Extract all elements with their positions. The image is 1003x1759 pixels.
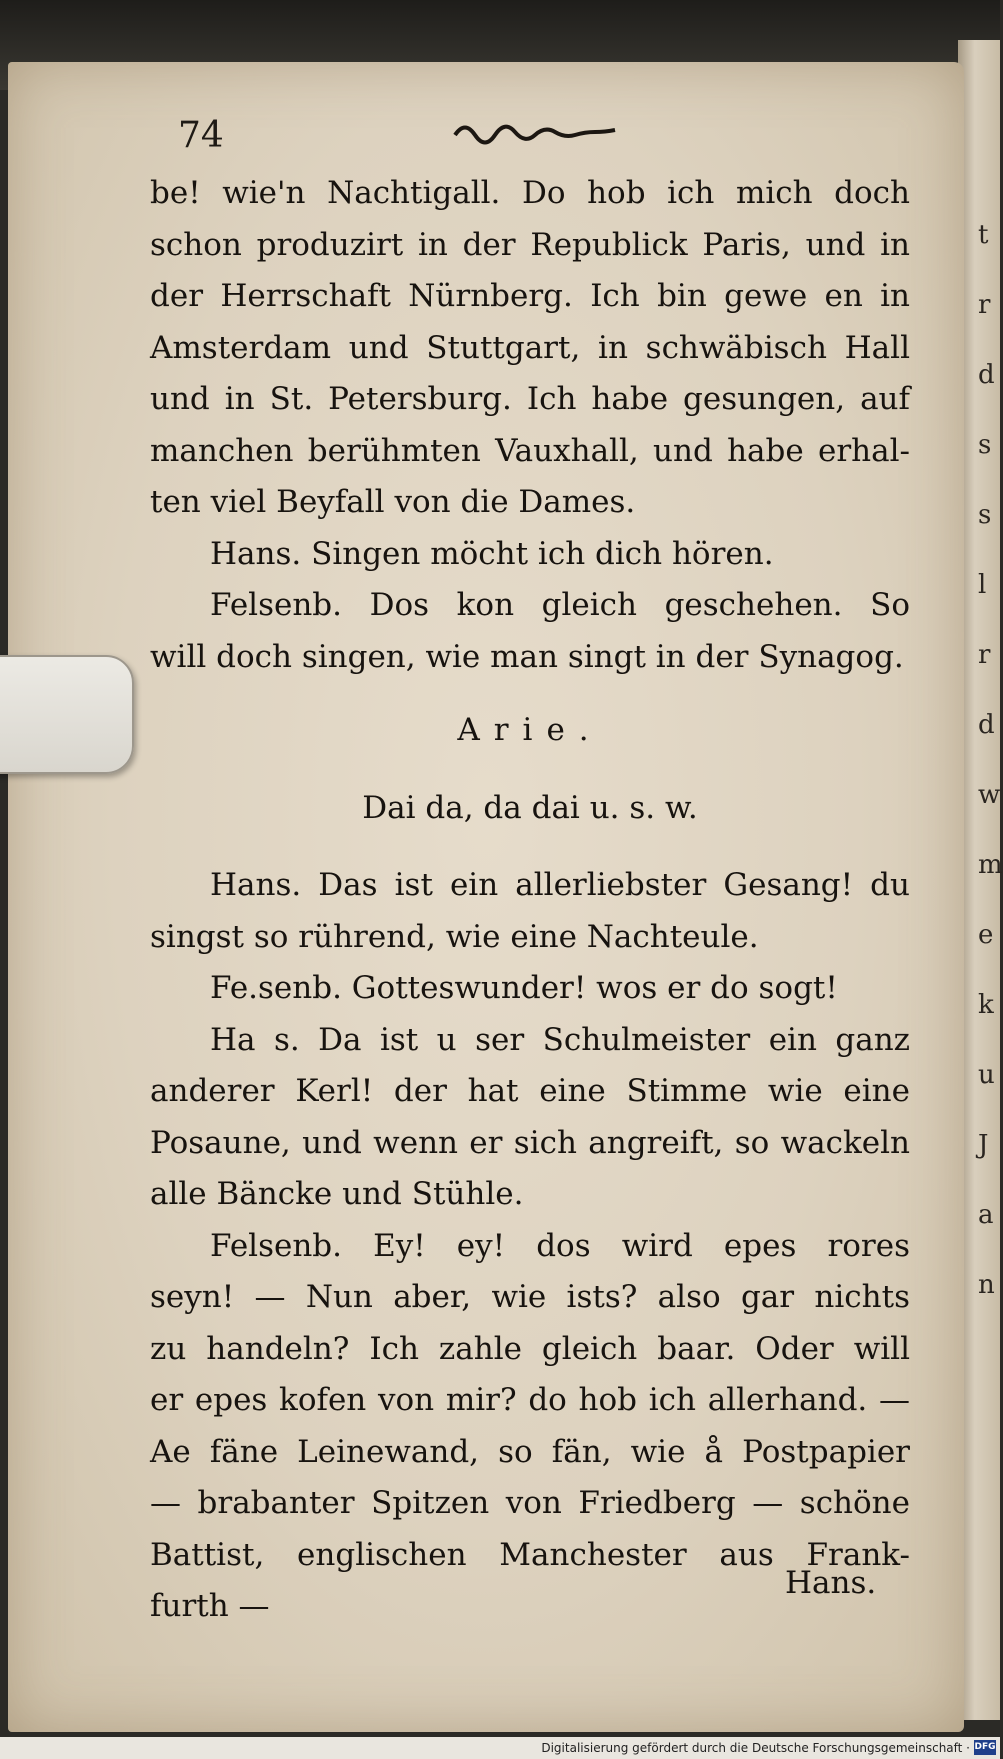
dialogue-felsenb: Battist, englischen Manchester aus Frank- bbox=[150, 1536, 910, 1573]
bookmark-clip bbox=[0, 655, 134, 774]
dialogue-felsenb: zu handeln? Ich zahle gleich baar. Oder will bbox=[150, 1330, 910, 1367]
adjacent-page-glyph: r bbox=[978, 640, 991, 670]
aria-text: Dai da, da dai u. s. w. bbox=[362, 789, 698, 826]
page-body bbox=[150, 168, 910, 1633]
adjacent-page-glyph: e bbox=[978, 920, 994, 950]
dialogue-felsenb: Ae fäne Leinewand, so fän, wie å Postpapier bbox=[150, 1433, 910, 1470]
dialogue-felsenb: furth — bbox=[150, 1588, 270, 1624]
adjacent-page-glyph: m bbox=[978, 850, 1003, 880]
adjacent-page-glyph: w bbox=[978, 780, 1001, 810]
adjacent-page-glyph: s bbox=[978, 500, 992, 530]
text-line: manchen berühmten Vauxhall, und habe erhal- bbox=[150, 432, 910, 469]
dialogue-hans: Hans. Das ist ein allerliebster Gesang! du bbox=[210, 867, 910, 903]
adjacent-page-glyph: n bbox=[978, 1270, 995, 1300]
adjacent-page-text bbox=[978, 200, 1003, 1320]
dialogue-hans: Ha s. Da ist u ser Schulmeister ein ganz bbox=[210, 1021, 910, 1058]
text-line: der Herrschaft Nürnberg. Ich bin gewe en in bbox=[150, 278, 910, 314]
aria-heading: Arie. bbox=[457, 712, 603, 748]
adjacent-page-glyph: d bbox=[978, 360, 995, 390]
footer-credit: Digitalisierung gefördert durch die Deutsche Forschungsgemeinschaft · bbox=[541, 1741, 970, 1755]
text-line: be! wie'n Nachtigall. Do hob ich mich doch bbox=[150, 175, 910, 211]
dialogue-felsenb: will doch singen, wie man singt in der Synagog. bbox=[150, 638, 904, 675]
text-line: Amsterdam und Stuttgart, in schwäbisch Hall bbox=[150, 329, 910, 366]
dialogue-felsenb: seyn! — Nun aber, wie ists? also gar nichts bbox=[150, 1279, 910, 1315]
dialogue-hans: singst so rührend, wie eine Nachteule. bbox=[150, 918, 759, 955]
text-line: und in St. Petersburg. Ich habe gesungen, auf bbox=[150, 381, 910, 417]
dialogue-felsenb: er epes kofen von mir? do hob ich allerhand. — bbox=[150, 1382, 910, 1418]
dialogue-felsenb: — brabanter Spitzen von Friedberg — schöne bbox=[150, 1485, 910, 1521]
dialogue-hans: alle Bäncke und Stühle. bbox=[150, 1176, 524, 1212]
text-line: ten viel Beyfall von die Dames. bbox=[150, 484, 636, 520]
adjacent-page-glyph: k bbox=[978, 990, 994, 1020]
adjacent-page-glyph: s bbox=[978, 430, 992, 460]
adjacent-page-glyph: J bbox=[978, 1130, 989, 1160]
text-line: schon produzirt in der Republick Paris, und in bbox=[150, 226, 910, 263]
adjacent-page-glyph: r bbox=[978, 290, 991, 320]
dialogue-felsenb: Fe.senb. Gotteswunder! wos er do sogt! bbox=[210, 970, 838, 1006]
adjacent-page-glyph: a bbox=[978, 1200, 994, 1230]
adjacent-page-glyph: u bbox=[978, 1060, 995, 1090]
adjacent-page-glyph: t bbox=[978, 220, 989, 250]
dialogue-hans: Hans. Singen möcht ich dich hören. bbox=[210, 535, 774, 572]
dialogue-hans: anderer Kerl! der hat eine Stimme wie eine bbox=[150, 1073, 910, 1109]
dfg-logo-icon: DFG bbox=[974, 1740, 996, 1755]
dialogue-felsenb: Felsenb. Dos kon gleich geschehen. So bbox=[210, 587, 910, 623]
catchword: Hans. bbox=[785, 1565, 877, 1601]
page-number: 74 bbox=[178, 115, 224, 156]
decorative-ornament bbox=[450, 110, 620, 150]
adjacent-page-glyph: l bbox=[978, 570, 987, 600]
dialogue-felsenb: Felsenb. Ey! ey! dos wird epes rores bbox=[210, 1227, 910, 1264]
adjacent-page-glyph: d bbox=[978, 710, 995, 740]
dialogue-hans: Posaune, und wenn er sich angreift, so wackeln bbox=[150, 1124, 910, 1161]
